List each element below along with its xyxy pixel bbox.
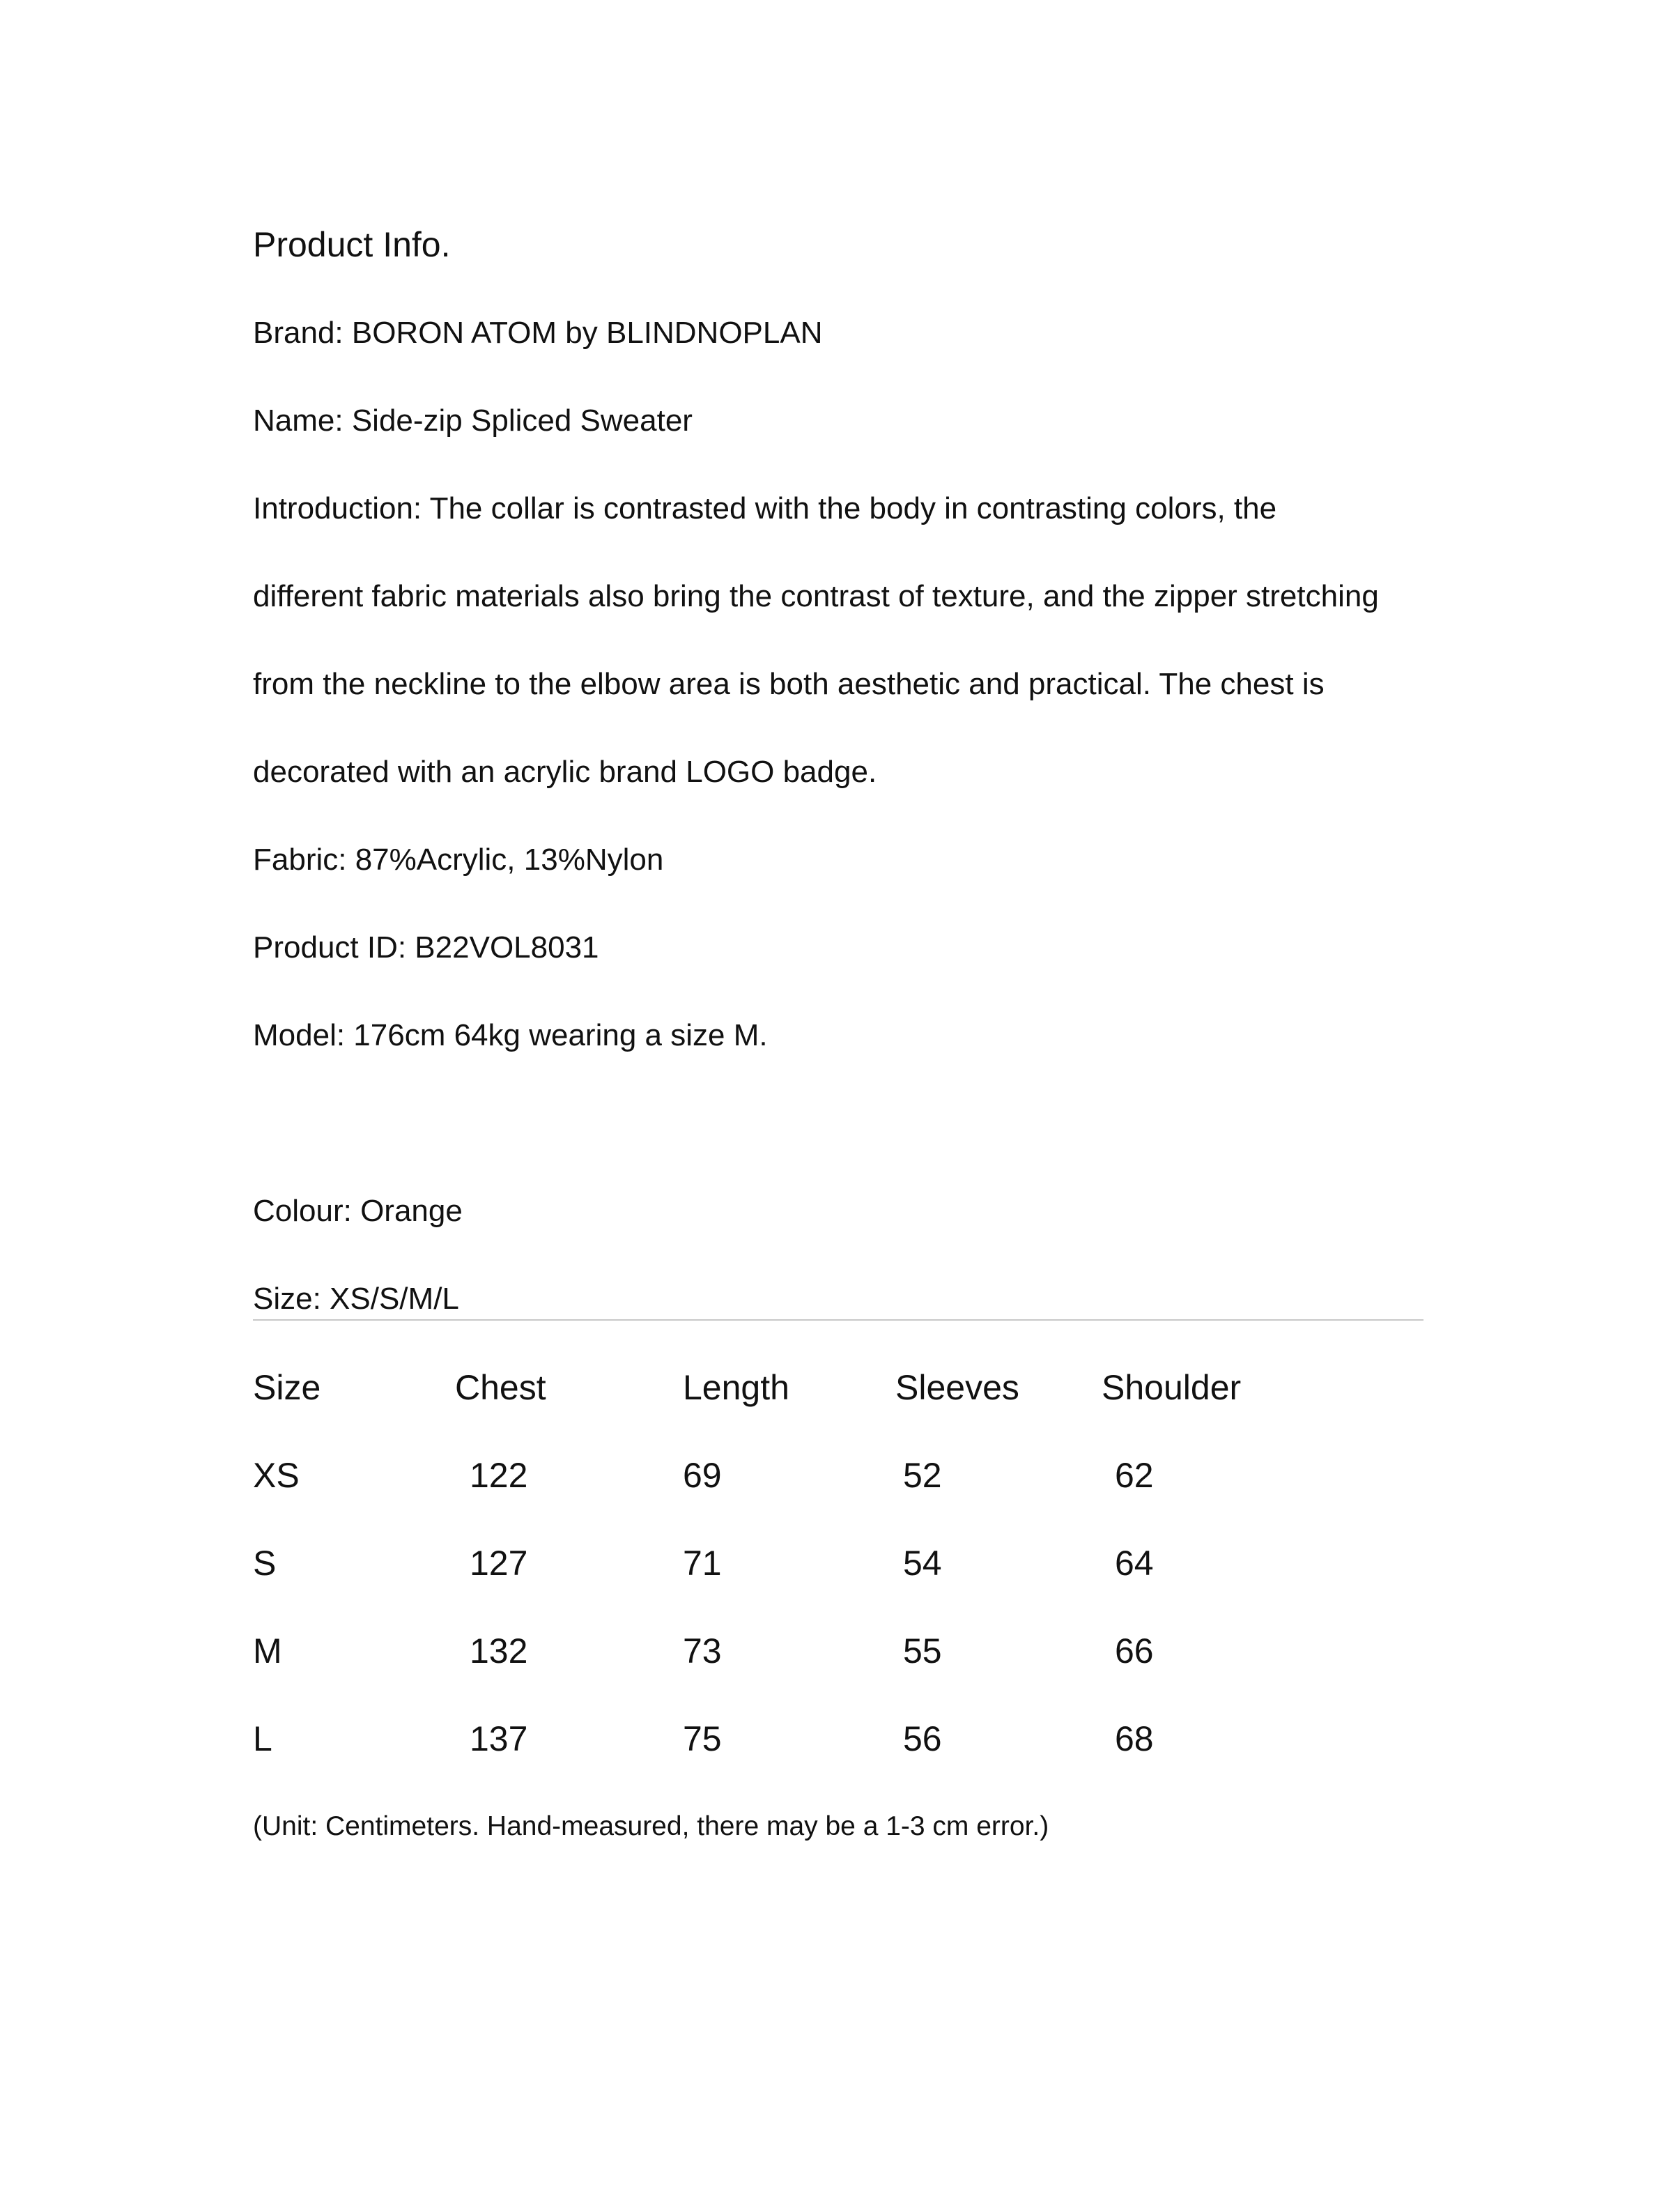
cell-sleeves: 56 (903, 1719, 942, 1758)
product-id-text: Product ID: B22VOL8031 (253, 930, 599, 965)
introduction-line: from the neckline to the elbow area is both aesthetic and practical. The chest is (253, 667, 1325, 701)
divider-line (253, 1319, 1423, 1321)
cell-shoulder: 62 (1115, 1456, 1154, 1495)
cell-chest: 137 (470, 1719, 528, 1758)
header-length: Length (683, 1368, 789, 1407)
cell-size: M (253, 1631, 282, 1670)
introduction-line: decorated with an acrylic brand LOGO badge. (253, 755, 877, 789)
cell-chest: 132 (470, 1631, 528, 1670)
cell-sleeves: 52 (903, 1456, 942, 1495)
cell-length: 69 (683, 1456, 722, 1495)
fabric-text: Fabric: 87%Acrylic, 13%Nylon (253, 843, 664, 877)
cell-shoulder: 64 (1115, 1544, 1154, 1583)
colour-text: Colour: Orange (253, 1194, 463, 1228)
introduction-line: Introduction: The collar is contrasted with the body in contrasting colors, the (253, 491, 1277, 525)
product-info-heading: Product Info. (253, 225, 451, 264)
cell-size: S (253, 1544, 277, 1583)
header-size: Size (253, 1368, 321, 1407)
header-shoulder: Shoulder (1102, 1368, 1242, 1407)
cell-chest: 127 (470, 1544, 528, 1583)
brand-text: Brand: BORON ATOM by BLINDNOPLAN (253, 316, 823, 350)
cell-shoulder: 68 (1115, 1719, 1154, 1758)
cell-length: 73 (683, 1631, 722, 1670)
header-chest: Chest (455, 1368, 546, 1407)
cell-sleeves: 54 (903, 1544, 942, 1583)
cell-chest: 122 (470, 1456, 528, 1495)
model-text: Model: 176cm 64kg wearing a size M. (253, 1018, 768, 1052)
cell-size: XS (253, 1456, 300, 1495)
cell-length: 75 (683, 1719, 722, 1758)
cell-length: 71 (683, 1544, 722, 1583)
name-text: Name: Side-zip Spliced Sweater (253, 404, 693, 438)
cell-shoulder: 66 (1115, 1631, 1154, 1670)
size-text: Size: XS/S/M/L (253, 1282, 459, 1316)
cell-sleeves: 55 (903, 1631, 942, 1670)
cell-size: L (253, 1719, 272, 1758)
header-sleeves: Sleeves (895, 1368, 1019, 1407)
measurement-note: (Unit: Centimeters. Hand-measured, there may be a 1-3 cm error.) (253, 1811, 1049, 1841)
introduction-line: different fabric materials also bring the contrast of texture, and the zipper stretching (253, 579, 1379, 613)
